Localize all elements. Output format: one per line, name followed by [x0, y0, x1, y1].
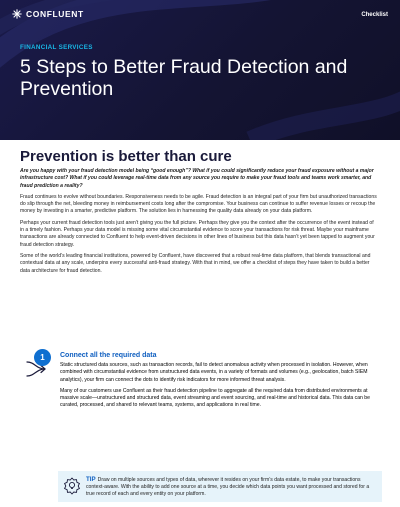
intro-heading: Prevention is better than cure — [20, 148, 232, 165]
step-1-title: Connect all the required data — [60, 352, 157, 359]
confluent-logo-icon — [12, 9, 22, 19]
section-eyebrow: FINANCIAL SERVICES — [20, 44, 93, 51]
step-number-badge: 1 — [34, 349, 51, 366]
tip-text — [86, 476, 378, 499]
page-title: 5 Steps to Better Fraud Detection and Prevention — [20, 56, 348, 100]
intro-paragraph: Perhaps your current fraud detection tools just aren’t giving you the full picture. Perhaps they give you the context after the occurrence of the event instead of in a timely fashion. Perhaps your data model is missing some vital circumstantial evidence to score your transactions for risk threat. Maybe your mainframe transactions are already connected to Confluent to help event-driven decisions in other lines of business but this data hasn’t yet been tapped to augment your fraud detection strategy. — [20, 219, 375, 248]
brand-logo — [12, 9, 84, 19]
intro-paragraph: Fraud continues to evolve without boundaries. Responsiveness needs to be agile. Fraud detection is an integral part of your firm but unauthorized transactions do slip through the net, bleeding money in reimbursement costs long after the compromise. Your business can continue to suffer revenue losses or recoup the money by investing in a smarter, predictive platform. The solution lies in harnessing the quality data already on your data platform. — [20, 193, 377, 215]
intro-lead-paragraph: Are you happy with your fraud detection model being “good enough”? What if you could significantly reduce your fraud exposure without a major infrastructure cost? What if you could leverage real-time data from any source you require to make your fraud tools and teams work smarter, and fraud prediction a reality? — [20, 168, 374, 189]
step-1-paragraph: Many of our customers use Confluent as their fraud detection pipeline to aggregate all the required data from distributed environments at massive scale—unstructured and structured data, event streaming and event sourcing, and real-time and historical data. This data can be curated, processed, and shared to relevant teams, systems, and applications in real time. — [60, 387, 370, 409]
tip-callout — [58, 471, 382, 502]
hero-banner — [0, 0, 400, 140]
tip-label: TIP — [86, 476, 96, 483]
intro-paragraph: Some of the world’s leading financial institutions, powered by Confluent, have discovered that a robust real-time data platform, that blends transactional and contextual data at any scale, underpins every successful anti-fraud strategy. With that in mind, we offer a checklist of steps they have taken to build a better data architecture for fraud detection. — [20, 252, 371, 274]
brand-name: CONFLUENT — [26, 9, 84, 19]
lightbulb-badge-icon — [63, 477, 81, 495]
step-1-paragraph: Static structured data sources, such as transaction records, fail to detect anomalous activity when processed in isolation. However, when combined with circumstantial evidence from unstructured data events, in a variety of formats and volumes (e.g., geolocation, batch SIEM analytics), your firm can connect the dots to identify risk indicators for more informed threat analysis. — [60, 362, 368, 383]
document-type-label: Checklist — [361, 12, 388, 18]
intro-section — [20, 148, 378, 279]
tip-body: Draw on multiple sources and types of data, wherever it resides on your firm’s data estate, to make your transactions context-aware. With the ability to add one source at a time, you decide which data points you want processed and stored for a true record of each and every entity on your platform. — [86, 477, 370, 498]
step-1-body — [60, 352, 382, 414]
